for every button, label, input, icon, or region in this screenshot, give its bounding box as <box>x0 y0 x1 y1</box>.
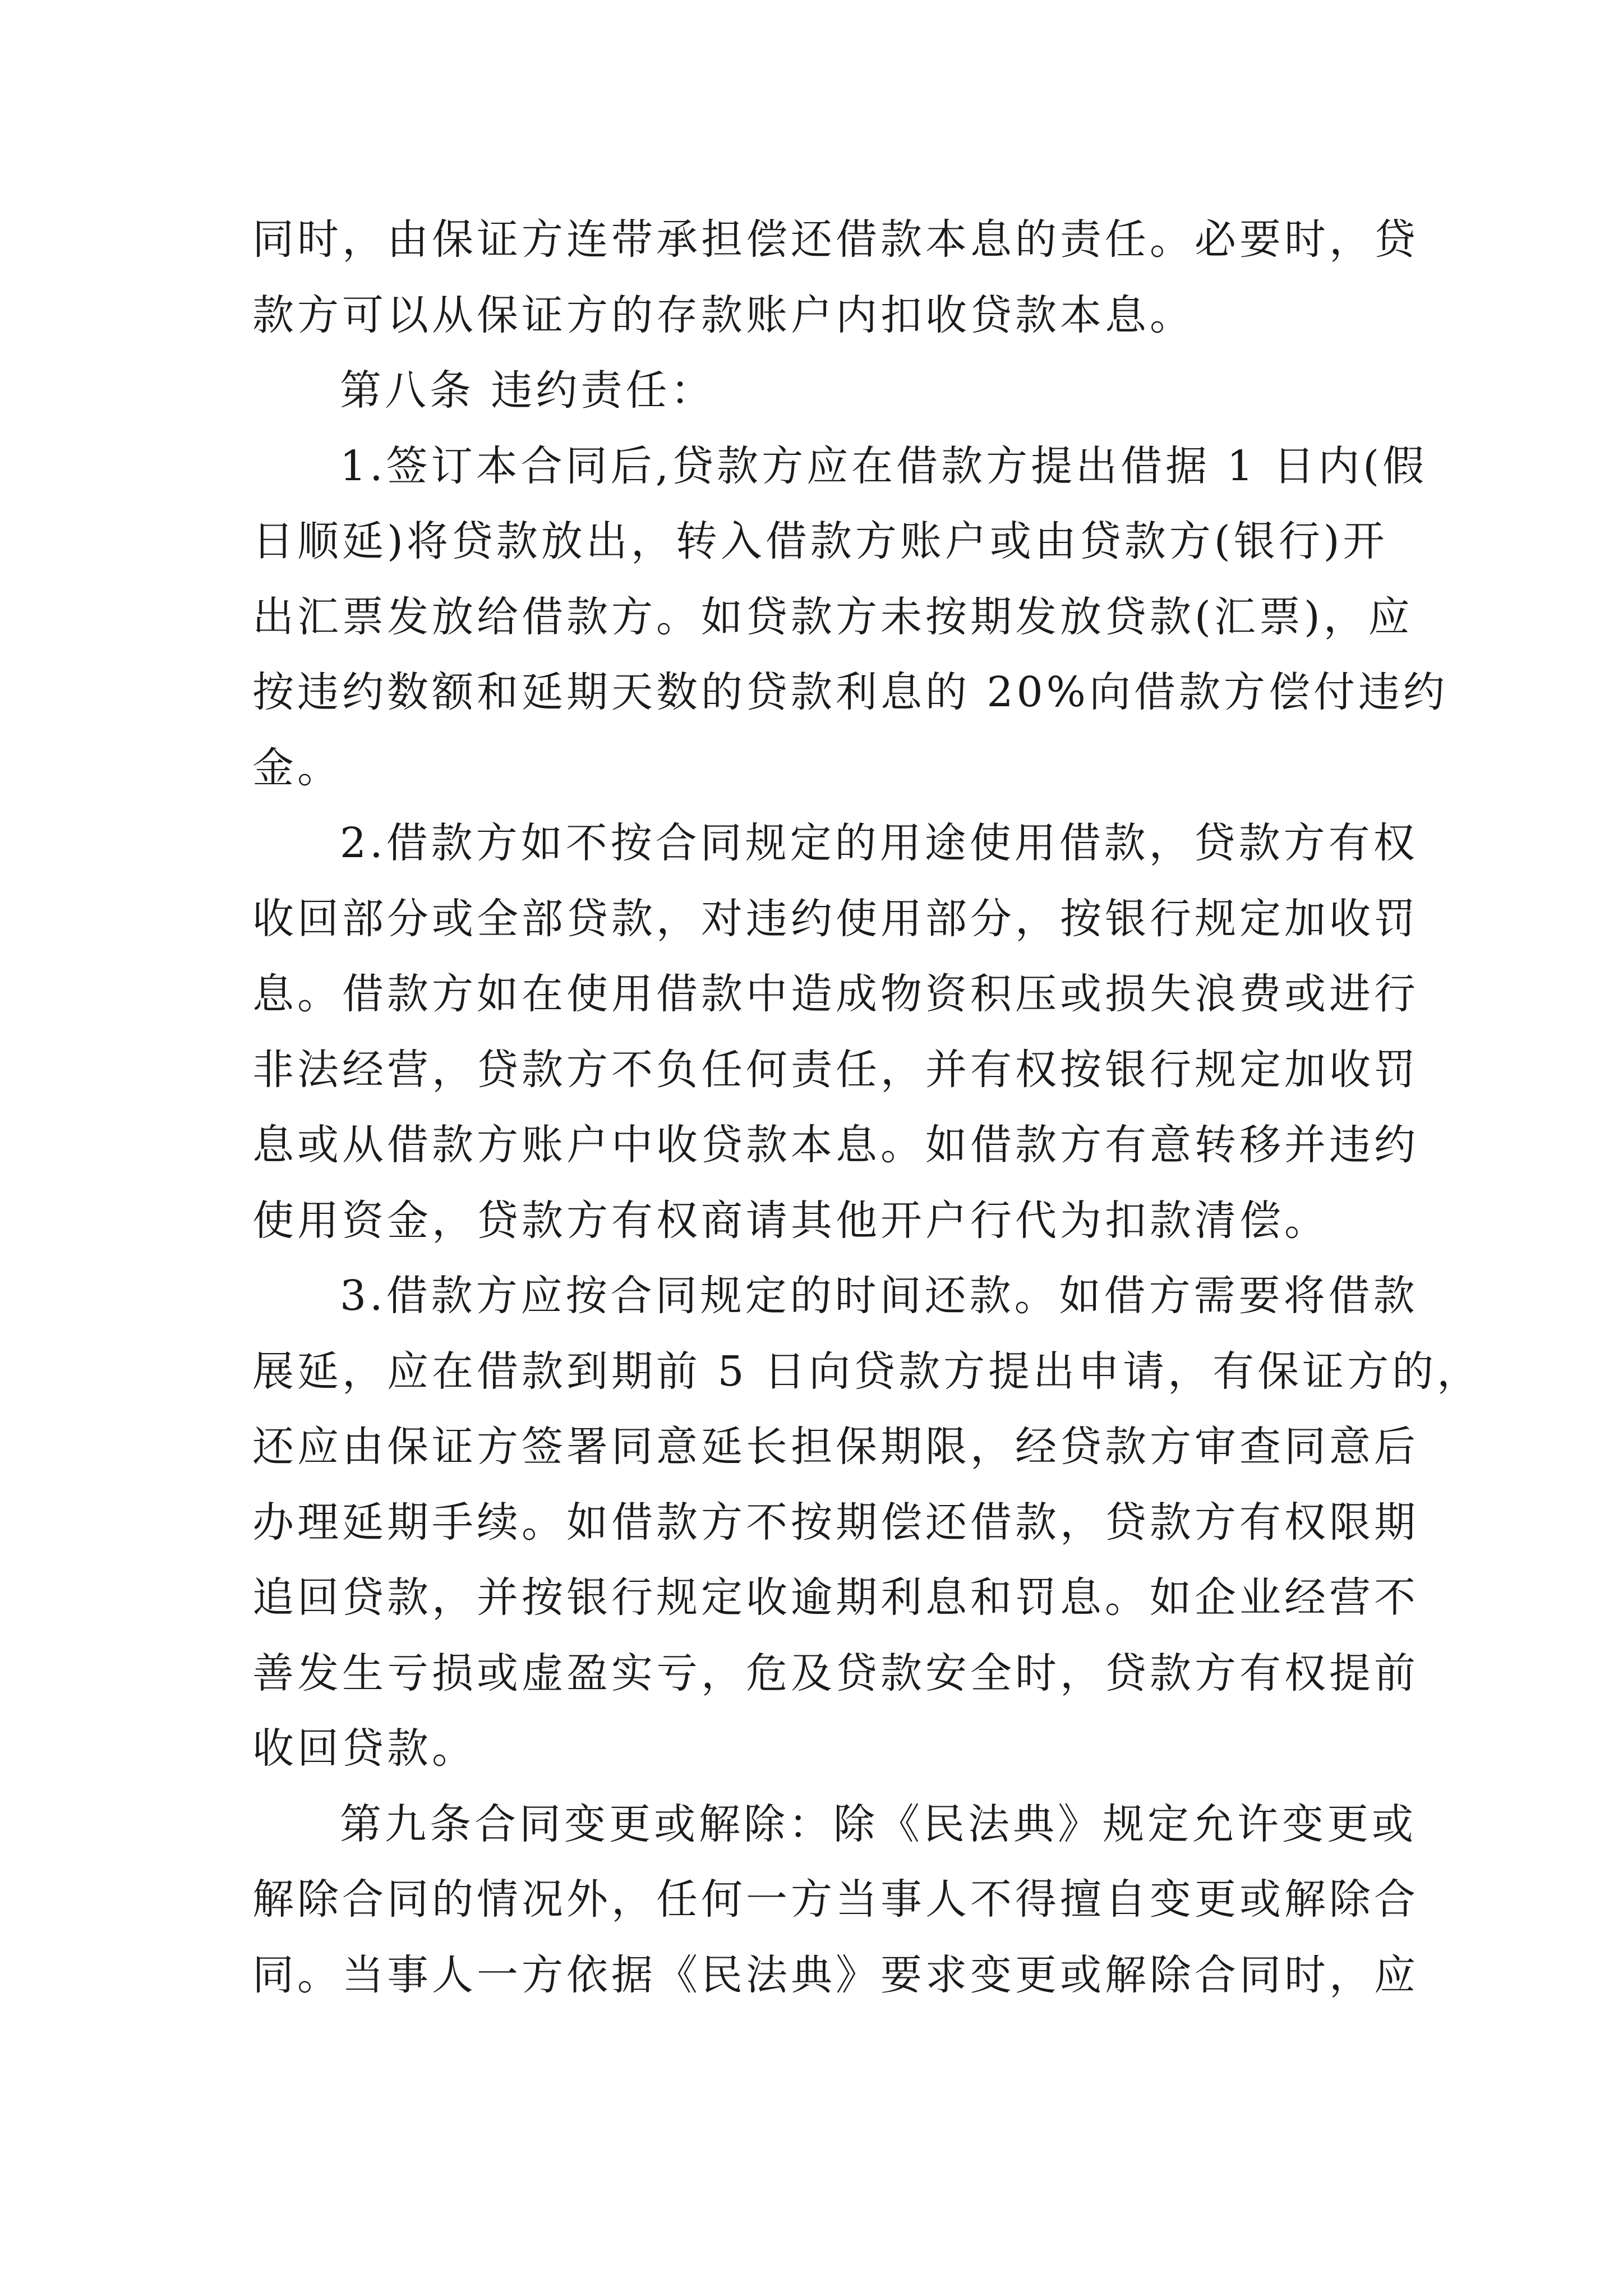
text-line: 金。 <box>252 743 342 792</box>
text-line: 款方可以从保证方的存款账户内扣收贷款本息。 <box>252 291 1195 339</box>
text-line: 按违约数额和延期天数的贷款利息的 20%向借款方偿付违约 <box>252 668 1448 716</box>
text-line: 使用资金，贷款方有权商请其他开户行代为扣款清偿。 <box>252 1196 1329 1245</box>
text-line: 同。当事人一方依据《民法典》要求变更或解除合同时，应 <box>252 1950 1419 1999</box>
text-line: 1.签订本合同后,贷款方应在借款方提出借据 1 日内(假 <box>340 441 1428 490</box>
text-line: 2.借款方如不按合同规定的用途使用借款，贷款方有权 <box>340 819 1418 867</box>
text-line: 收回部分或全部贷款，对违约使用部分，按银行规定加收罚 <box>252 894 1419 943</box>
text-line: 追回贷款，并按银行规定收逾期利息和罚息。如企业经营不 <box>252 1573 1419 1622</box>
text-line: 同时，由保证方连带承担偿还借款本息的责任。必要时，贷 <box>252 215 1419 264</box>
article-heading: 第八条 违约责任： <box>340 366 716 415</box>
article-heading: 第九条合同变更或解除：除《民法典》规定允许变更或 <box>340 1800 1417 1848</box>
text-line: 日顺延)将贷款放出，转入借款方账户或由贷款方(银行)开 <box>252 517 1388 565</box>
document-body <box>252 202 1482 2013</box>
text-line: 3.借款方应按合同规定的时间还款。如借方需要将借款 <box>340 1272 1418 1320</box>
text-line: 息。借款方如在使用借款中造成物资积压或损失浪费或进行 <box>252 970 1419 1018</box>
text-line: 办理延期手续。如借款方不按期偿还借款，贷款方有权限期 <box>252 1498 1419 1547</box>
text-line: 非法经营，贷款方不负任何责任，并有权按银行规定加收罚 <box>252 1045 1419 1094</box>
text-line: 出汇票发放给借款方。如贷款方未按期发放贷款(汇票)，应 <box>252 592 1413 641</box>
text-line: 善发生亏损或虚盈实亏，危及贷款安全时，贷款方有权提前 <box>252 1649 1419 1697</box>
text-line: 息或从借款方账户中收贷款本息。如借款方有意转移并违约 <box>252 1121 1419 1169</box>
text-line: 还应由保证方签署同意延长担保期限，经贷款方审查同意后 <box>252 1423 1419 1471</box>
text-line: 收回贷款。 <box>252 1724 477 1773</box>
text-line: 展延，应在借款到期前 5 日向贷款方提出申请，有保证方的， <box>252 1347 1482 1396</box>
text-line: 解除合同的情况外，任何一方当事人不得擅自变更或解除合 <box>252 1875 1419 1924</box>
